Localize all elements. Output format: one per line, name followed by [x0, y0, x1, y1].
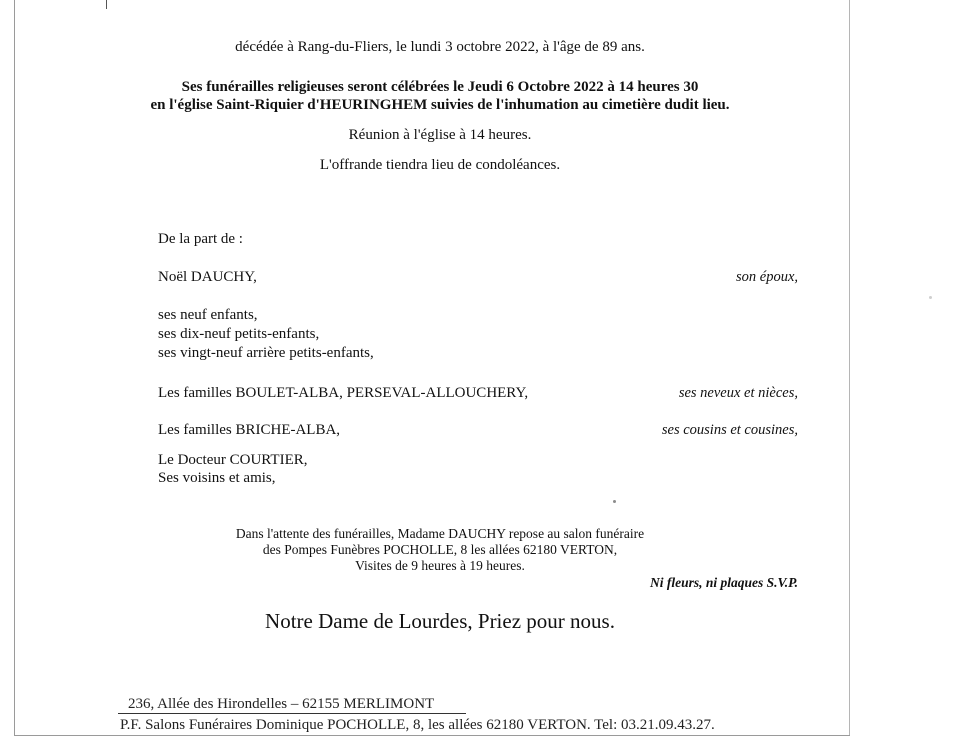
- visitation-line-3: Visites de 9 heures à 19 heures.: [355, 558, 525, 573]
- footer-rule-bottom: [14, 735, 850, 736]
- spouse-relation: son époux,: [735, 269, 798, 285]
- grandchildren-line: ses dix-neuf petits-enfants,: [158, 326, 320, 342]
- offering-line: L'offrande tiendra lieu de condoléances.: [319, 157, 561, 173]
- funeral-line-2: en l'église Saint-Riquier d'HEURINGHEM suivies de l'inhumation au cimetière dudit lieu.: [150, 97, 730, 113]
- family-intro: De la part de :: [158, 231, 243, 247]
- families-1-relation: ses neveux et nièces,: [678, 385, 798, 401]
- families-2-relation: ses cousins et cousines,: [661, 422, 798, 438]
- visitation-line-2: des Pompes Funèbres POCHOLLE, 8 les allées 62180 VERTON,: [262, 542, 618, 557]
- spouse-name: Noël DAUCHY,: [158, 269, 257, 285]
- great-grandchildren-line: ses vingt-neuf arrière petits-enfants,: [158, 345, 374, 361]
- top-tick-mark: [106, 0, 107, 9]
- families-line-2: Les familles BRICHE-ALBA,: [158, 422, 341, 438]
- neighbours-line: Ses voisins et amis,: [158, 470, 276, 486]
- scan-speck: [929, 296, 932, 299]
- death-line: décédée à Rang-du-Fliers, le lundi 3 octobre 2022, à l'âge de 89 ans.: [235, 39, 645, 55]
- scan-speck: [613, 500, 616, 503]
- funeral-line-1: Ses funérailles religieuses seront célébrées le Jeudi 6 Octobre 2022 à 14 heures 30: [181, 79, 699, 95]
- children-line: ses neuf enfants,: [158, 307, 258, 323]
- footer-address: 236, Allée des Hirondelles – 62155 MERLIMONT: [128, 696, 435, 712]
- meeting-line: Réunion à l'église à 14 heures.: [348, 127, 532, 143]
- flowers-note: Ni fleurs, ni plaques S.V.P.: [649, 575, 798, 590]
- footer-rule-short: [118, 713, 466, 714]
- doctor-line: Le Docteur COURTIER,: [158, 452, 308, 468]
- footer-funeral-home: P.F. Salons Funéraires Dominique POCHOLLE, 8, les allées 62180 VERTON. Tel: 03.21.09.43.27.: [120, 717, 715, 733]
- families-line-1: Les familles BOULET-ALBA, PERSEVAL-ALLOUCHERY,: [158, 385, 529, 401]
- visitation-line-1: Dans l'attente des funérailles, Madame DAUCHY repose au salon funéraire: [235, 526, 645, 541]
- prayer-line: Notre Dame de Lourdes, Priez pour nous.: [265, 609, 615, 633]
